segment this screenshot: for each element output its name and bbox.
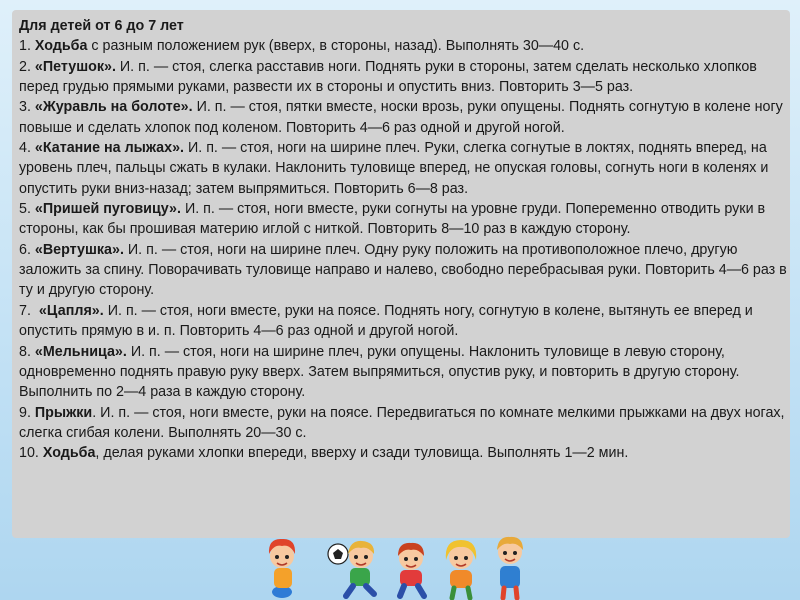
child-figure [497,537,523,598]
child-figure [398,543,424,596]
exercise-text [19,16,787,464]
children-illustration [258,530,548,600]
exercise-item: 10. Ходьба, делая руками хлопки впереди, вверху и сзади туловища. Выполнять 1—2 мин. [19,445,629,462]
child-figure [446,540,476,598]
child-figure [269,539,295,598]
exercise-item: 6. «Вертушка». И. п. — стоя, ноги на ширине плеч. Одну руку положить на противоположное плечо, другую заложить за спину. Поворачивать туловище направо и налево, свободно перебрасывая руки. Повторить 4—6 раз в ту и другую сторону. [19,241,787,299]
section-heading: Для детей от 6 до 7 лет [19,18,184,34]
ball-icon [328,544,348,564]
exercise-item: 2. «Петушок». И. п. — стоя, слегка расставив ноги. Поднять руки в стороны, затем сделать несколько хлопков перед грудью прямыми руками, развести их в стороны и опустить вниз. Повторить 3—5 раз. [19,58,757,96]
exercise-item: 7. «Цапля». И. п. — стоя, ноги вместе, руки на поясе. Поднять ногу, согнутую в колене, вытянуть ее вперед и опустить прямую в и. п. Повторить 4—6 раз одной и другой ногой. [19,302,753,340]
exercise-item: 5. «Пришей пуговицу». И. п. — стоя, ноги вместе, руки согнуты на уровне груди. Попеременно отводить руки в стороны, как бы прошивая материю иглой с ниткой. Повторить 8—10 раз в каждую сторону. [19,201,766,238]
exercise-item: 1. Ходьба с разным положением рук (вверх, в стороны, назад). Выполнять 30—40 с. [19,38,585,55]
exercise-item: 3. «Журавль на болоте». И. п. — стоя, пятки вместе, носки врозь, руки опущены. Поднять согнутую в колене ногу повыше и сделать хлопок под коленом. Повторить 4—6 раз одной и другой ногой. [19,99,783,136]
child-figure [346,541,374,596]
exercise-item: 8. «Мельница». И. п. — стоя, ноги на ширине плеч, руки опущены. Наклонить туловище в левую сторону, одновременно поднять правую руку вверх. Затем выпрямиться, опустив руку, и повторить в другую сторону. Выполнить по 2—4 раза в каждую сторону. [19,343,740,401]
exercise-item: 9. Прыжки. И. п. — стоя, ноги вместе, руки на поясе. Передвигаться по комнате мелкими прыжками на двух ногах, слегка сгибая колени. Выполнять 20—30 с. [19,404,785,441]
exercise-item: 4. «Катание на лыжах». И. п. — стоя, ноги на ширине плеч. Руки, слегка согнутые в локтях, поднять вперед, на уровень плеч, пальцы сжать в кулаки. Наклонить туловище вперед, не опуская головы, согнуть ноги в коленях и опустить руки вниз-назад; затем выпрямиться. Повторить 6—8 раз. [19,140,769,197]
